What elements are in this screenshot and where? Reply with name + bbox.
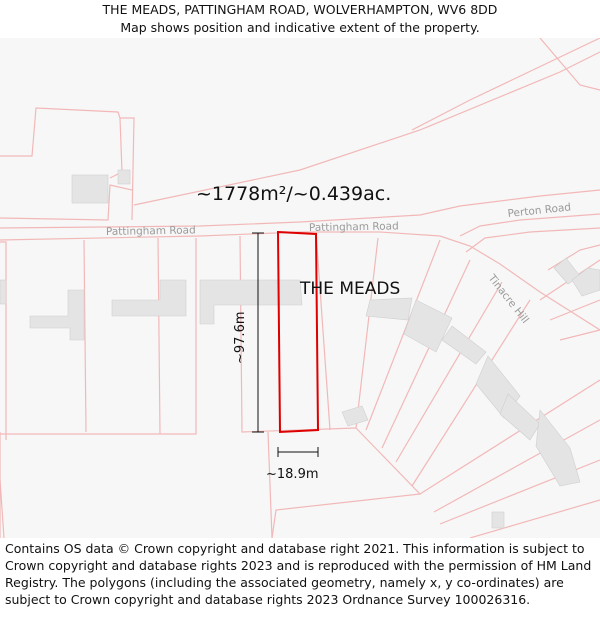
road-label-pattingham-west: Pattingham Road bbox=[105, 224, 196, 238]
area-label: ~1778m²/~0.439ac. bbox=[196, 183, 392, 205]
property-label: THE MEADS bbox=[300, 279, 401, 299]
map-subtitle: Map shows position and indicative extent of the property. bbox=[120, 20, 480, 35]
road-label-tinacre: Tinacre Hill bbox=[485, 272, 532, 326]
map-header bbox=[0, 0, 600, 38]
width-label: ~18.9m bbox=[266, 467, 319, 482]
road-label-perton: Perton Road bbox=[507, 201, 572, 220]
property-map[interactable] bbox=[0, 38, 600, 538]
property-address-title: THE MEADS, PATTINGHAM ROAD, WOLVERHAMPTON, WV6 8DD bbox=[102, 2, 498, 17]
road-label-pattingham-east: Pattingham Road bbox=[308, 220, 399, 234]
height-label: ~97.6m bbox=[233, 311, 248, 364]
copyright-notice: Contains OS data © Crown copyright and database right 2021. This information is subject to Crown copyright and database rights 2023 and is reproduced with the permission of HM Land Registry. The polygons (including the associated geometry, namely x, y co-ordinates) are subject to Crown copyright and database rights 2023 Ordnance Survey 100026316. bbox=[5, 541, 592, 607]
